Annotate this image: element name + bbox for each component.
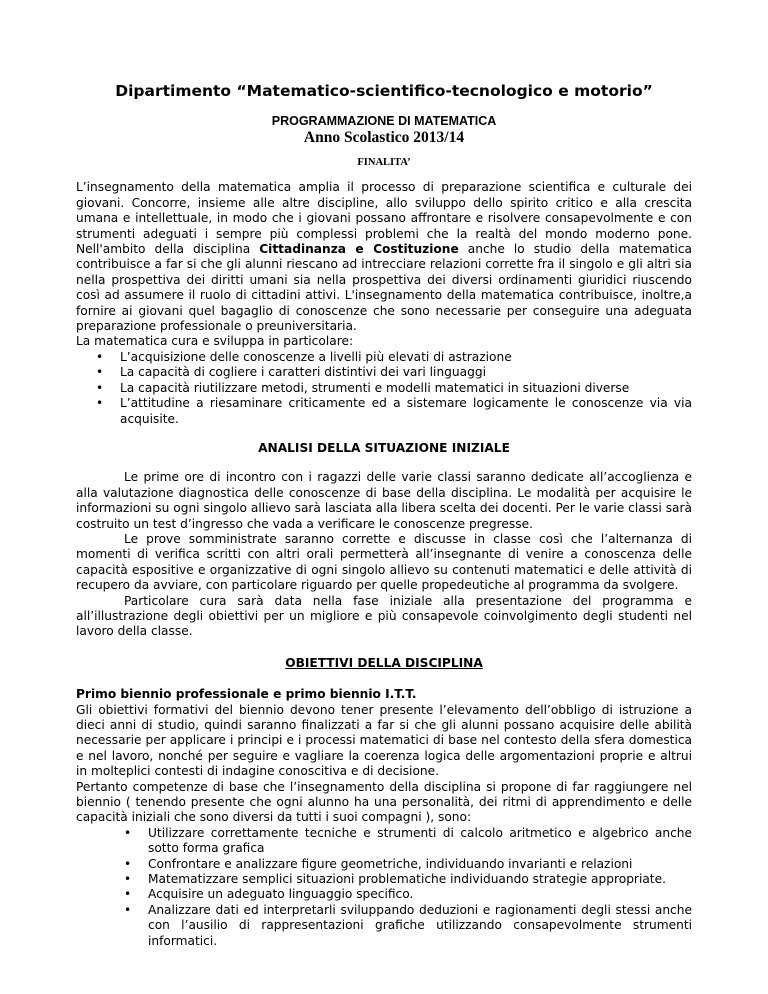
finalita-intro: La matematica cura e sviluppa in particolare: — [76, 334, 354, 349]
cittadinanza-bold: Cittadinanza e Costituzione — [259, 242, 459, 257]
obiettivi-subheading: Primo biennio professionale e primo biennio I.T.T. — [76, 687, 417, 702]
obiettivi-paragraph-1: Gli obiettivi formativi del biennio devono tener presente l’elevamento dell’obbligo di istruzione a dieci anni di studio, quindi saranno finalizzati a far si che gli alunni possano acquisire delle abilità necessarie per applicare i principi e i processi matematici di base nel contesto della sfera domestica e nel lavoro, nonché per seguire e vagliare la coerenza logica delle argomentazioni proprie e altrui in molteplici contesti di indagine conoscitiva e di decisione. — [76, 702, 692, 779]
list-item — [124, 887, 692, 902]
bullet-icon: • — [96, 396, 104, 411]
finalita-heading: FINALITA’ — [357, 157, 411, 169]
bullet-icon: • — [124, 902, 132, 917]
finalita-text-2: anche lo studio della matematica contribuisce a far si che gli alunni riescano ad intrecciare relazioni corrette fra il singolo e gli altri sia nella prospettiva dei diritti umani sia nella prospettiva dei diversi ordinamenti giuridici riuscendo così ad assumere il ruolo di cittadini attivi. L'insegnamento della matematica contribuisce, inoltre,a fornire ai giovani quel bagaglio di conoscenze che sono necessarie per conseguire una adeguata preparazione professionale o preuniversitaria. — [76, 242, 693, 334]
list-item-text: Confrontare e analizzare figure geometriche, individuando invarianti e relazioni — [148, 856, 633, 871]
bullet-icon: • — [96, 349, 104, 364]
analisi-paragraph-1: Le prime ore di incontro con i ragazzi delle varie classi saranno dedicate all’accoglienza e alla valutazione diagnostica delle conoscenze di base della disciplina. Le modalità per acquisire le informazioni su ogni singolo allievo sarà lasciata alla libera scelta dei docenti. Per le varie classi sarà costruito un test d’ingresso che vada a verificare le conoscenze pregresse. — [76, 470, 692, 531]
finalita-list — [76, 350, 692, 427]
bullet-icon: • — [124, 825, 132, 840]
list-item — [124, 872, 692, 887]
list-item-text: Acquisire un adeguato linguaggio specifico. — [148, 887, 414, 902]
analisi-paragraph-2: Le prove somministrate saranno corrette e discusse in classe così che l’alternanza di momenti di verifica scritti con altri orali permetterà all’insegnante di venire a conoscenza delle capacità espositive e organizzative di ogni singolo allievo su contenuti matematici e delle attività di recupero da avviare, con particolare riguardo per quelle propedeutiche al programma da svolgere. — [76, 531, 692, 593]
finalita-paragraph — [76, 180, 692, 334]
list-item-text: L’attitudine a riesaminare criticamente ed a sistemare logicamente le conoscenze via via acquisite. — [120, 396, 692, 426]
obiettivi-paragraph-2: Pertanto competenze di base che l’insegnamento della disciplina si propone di far raggiungere nel biennio ( tenendo presente che ogni alunno ha una personalità, dei ritmi di apprendimento e delle capacità iniziali che sono diversi da tutti i suoi compagni ), sono: — [76, 779, 692, 825]
department-title: Dipartimento “Matematico-scientifico-tecnologico e motorio” — [115, 82, 653, 100]
list-item-text: Matematizzare semplici situazioni problematiche individuando strategie appropriate. — [148, 872, 666, 887]
analisi-heading: ANALISI DELLA SITUAZIONE INIZIALE — [258, 440, 510, 455]
analisi-paragraph-3: Particolare cura sarà data nella fase iniziale alla presentazione del programma e all’illustrazione degli obiettivi per un migliore e più consapevole coinvolgimento degli studenti nel lavoro della classe. — [76, 593, 692, 639]
list-item-text: La capacità riutilizzare metodi, strumenti e modelli matematici in situazioni diverse — [120, 380, 630, 395]
list-item-text: La capacità di cogliere i caratteri distintivi dei vari linguaggi — [120, 365, 486, 380]
list-item — [96, 365, 692, 380]
list-item-text: Utilizzare correttamente tecniche e strumenti di calcolo aritmetico e algebrico anche sotto forma grafica — [148, 825, 692, 856]
school-year: Anno Scolastico 2013/14 — [303, 129, 465, 147]
program-title: PROGRAMMAZIONE DI MATEMATICA — [271, 114, 497, 129]
bullet-icon: • — [124, 872, 132, 887]
list-item — [124, 825, 692, 857]
obiettivi-heading: OBIETTIVI DELLA DISCIPLINA — [285, 655, 483, 670]
bullet-icon: • — [124, 856, 132, 871]
list-item — [96, 349, 692, 365]
obiettivi-list — [76, 826, 692, 949]
bullet-icon: • — [124, 887, 132, 902]
list-item-text: L’acquisizione delle conoscenze a livelli più elevati di astrazione — [120, 349, 512, 364]
bullet-icon: • — [96, 365, 104, 380]
list-item — [124, 902, 692, 949]
list-item — [96, 396, 692, 427]
list-item-text: Analizzare dati ed interpretarli sviluppando deduzioni e ragionamenti degli stessi anche con l’ausilio di rappresentazioni grafiche utilizzando consapevolmente strumenti informatici. — [148, 902, 692, 948]
finalita-text-1: L’insegnamento della matematica amplia il processo di preparazione scientifica e culturale dei giovani. Concorre, insieme alle altre discipline, allo sviluppo dello spirito critico e alla crescita umana e intellettuale, in modo che i giovani possano affrontare e risolvere consapevolmente e con strumenti adeguati i sempre più complessi problemi che la realtà del mondo moderno pone. Nell'ambito della disciplina — [76, 180, 692, 257]
list-item — [124, 856, 692, 872]
bullet-icon: • — [96, 380, 104, 395]
list-item — [96, 380, 692, 396]
